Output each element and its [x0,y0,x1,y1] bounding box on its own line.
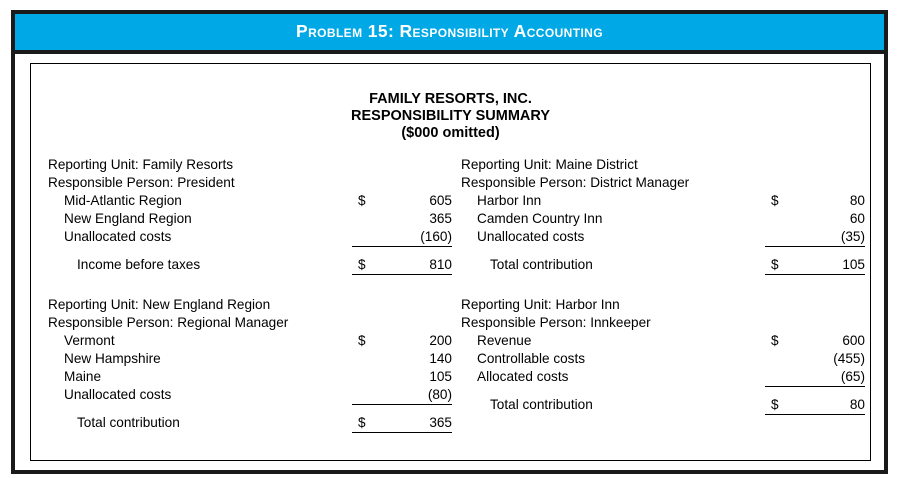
currency-symbol: $ [358,257,366,272]
amount-value: (455) [833,351,865,366]
amount-cell [753,396,865,414]
row-spacer [461,386,865,396]
amount-value: 60 [849,211,865,226]
line-item-row [461,332,865,350]
total-row [461,396,865,414]
company-name: FAMILY RESORTS, INC. [369,91,532,107]
currency-symbol: $ [771,257,779,272]
line-item-row [48,192,452,210]
currency-symbol: $ [358,415,366,430]
amount-cell [753,350,865,368]
row-spacer [461,246,865,256]
line-label: Reporting Unit: Harbor Inn [461,297,620,312]
line-item-row [461,350,865,368]
responsible-person-line [461,314,865,332]
line-label: Reporting Unit: New England Region [48,297,271,312]
report-column-left [48,156,452,432]
problem-title: Problem 15: Responsibility Accounting [296,21,603,42]
currency-symbol: $ [358,193,366,208]
currency-symbol: $ [771,333,779,348]
responsibility-block [461,296,865,414]
amount-value: (35) [840,229,865,244]
amount-cell [340,332,452,350]
report-column-right [461,156,865,414]
amount-cell [753,332,865,350]
amount-cell [753,192,865,210]
amount-value: 200 [429,333,452,348]
amount-cell [340,414,452,432]
line-item-row [48,368,452,386]
currency-symbol: $ [771,193,779,208]
amount-value: 105 [429,369,452,384]
responsibility-block [48,156,452,274]
amount-value: 105 [842,257,865,272]
amount-cell [340,368,452,386]
line-label: Responsible Person: District Manager [461,175,690,190]
line-label: Responsible Person: President [48,175,235,190]
reporting-unit-line [48,296,452,314]
line-item-label: Camden Country Inn [477,211,603,226]
amount-value: 80 [849,193,865,208]
line-item-row [48,332,452,350]
line-item-row [48,386,452,404]
amount-value: (65) [840,369,865,384]
report-name: RESPONSIBILITY SUMMARY [351,108,550,124]
amount-cell [753,368,865,386]
responsibility-block [461,156,865,274]
amount-value: 600 [842,333,865,348]
statement-heading [31,91,870,142]
line-label: Reporting Unit: Maine District [461,157,638,172]
line-item-row [48,228,452,246]
line-item-label: Maine [64,369,102,384]
amount-value: 365 [429,415,452,430]
amount-cell [340,256,452,274]
problem-banner [11,10,888,54]
line-item-row [461,368,865,386]
line-item-label: Mid-Atlantic Region [64,193,182,208]
total-row [48,414,452,432]
line-item-row [461,210,865,228]
currency-symbol: $ [771,397,779,412]
total-row [48,256,452,274]
amount-cell [753,210,865,228]
amount-cell [340,210,452,228]
amount-cell [340,350,452,368]
total-label: Total contribution [490,397,593,412]
line-item-label: Unallocated costs [477,229,585,244]
line-label: Reporting Unit: Family Resorts [48,157,234,172]
amount-value: (80) [427,387,452,402]
row-spacer [48,246,452,256]
statement-panel [30,63,871,461]
responsible-person-line [48,314,452,332]
total-row [461,256,865,274]
reporting-unit-line [461,156,865,174]
amount-value: 140 [429,351,452,366]
reporting-unit-line [48,156,452,174]
amount-value: 605 [429,193,452,208]
amount-cell [753,256,865,274]
line-item-row [461,192,865,210]
amount-cell [340,386,452,404]
line-item-label: Unallocated costs [64,387,172,402]
amount-cell [753,228,865,246]
amount-value: (160) [420,229,452,244]
line-item-row [48,350,452,368]
amount-value: 80 [849,397,865,412]
line-item-label: Unallocated costs [64,229,172,244]
units-note: ($000 omitted) [401,125,500,141]
line-item-row [48,210,452,228]
line-item-label: Revenue [477,333,532,348]
amount-value: 810 [429,257,452,272]
line-item-label: Vermont [64,333,115,348]
amount-value: 365 [429,211,452,226]
total-label: Total contribution [77,415,180,430]
line-label: Responsible Person: Regional Manager [48,315,289,330]
responsible-person-line [48,174,452,192]
line-item-label: New Hampshire [64,351,161,366]
amount-cell [340,228,452,246]
line-item-label: Harbor Inn [477,193,542,208]
total-label: Income before taxes [77,257,201,272]
line-item-row [461,228,865,246]
total-label: Total contribution [490,257,593,272]
row-spacer [48,404,452,414]
amount-cell [340,192,452,210]
responsible-person-line [461,174,865,192]
reporting-unit-line [461,296,865,314]
line-label: Responsible Person: Innkeeper [461,315,651,330]
line-item-label: New England Region [64,211,192,226]
responsibility-block [48,296,452,432]
line-item-label: Allocated costs [477,369,569,384]
line-item-label: Controllable costs [477,351,586,366]
currency-symbol: $ [358,333,366,348]
